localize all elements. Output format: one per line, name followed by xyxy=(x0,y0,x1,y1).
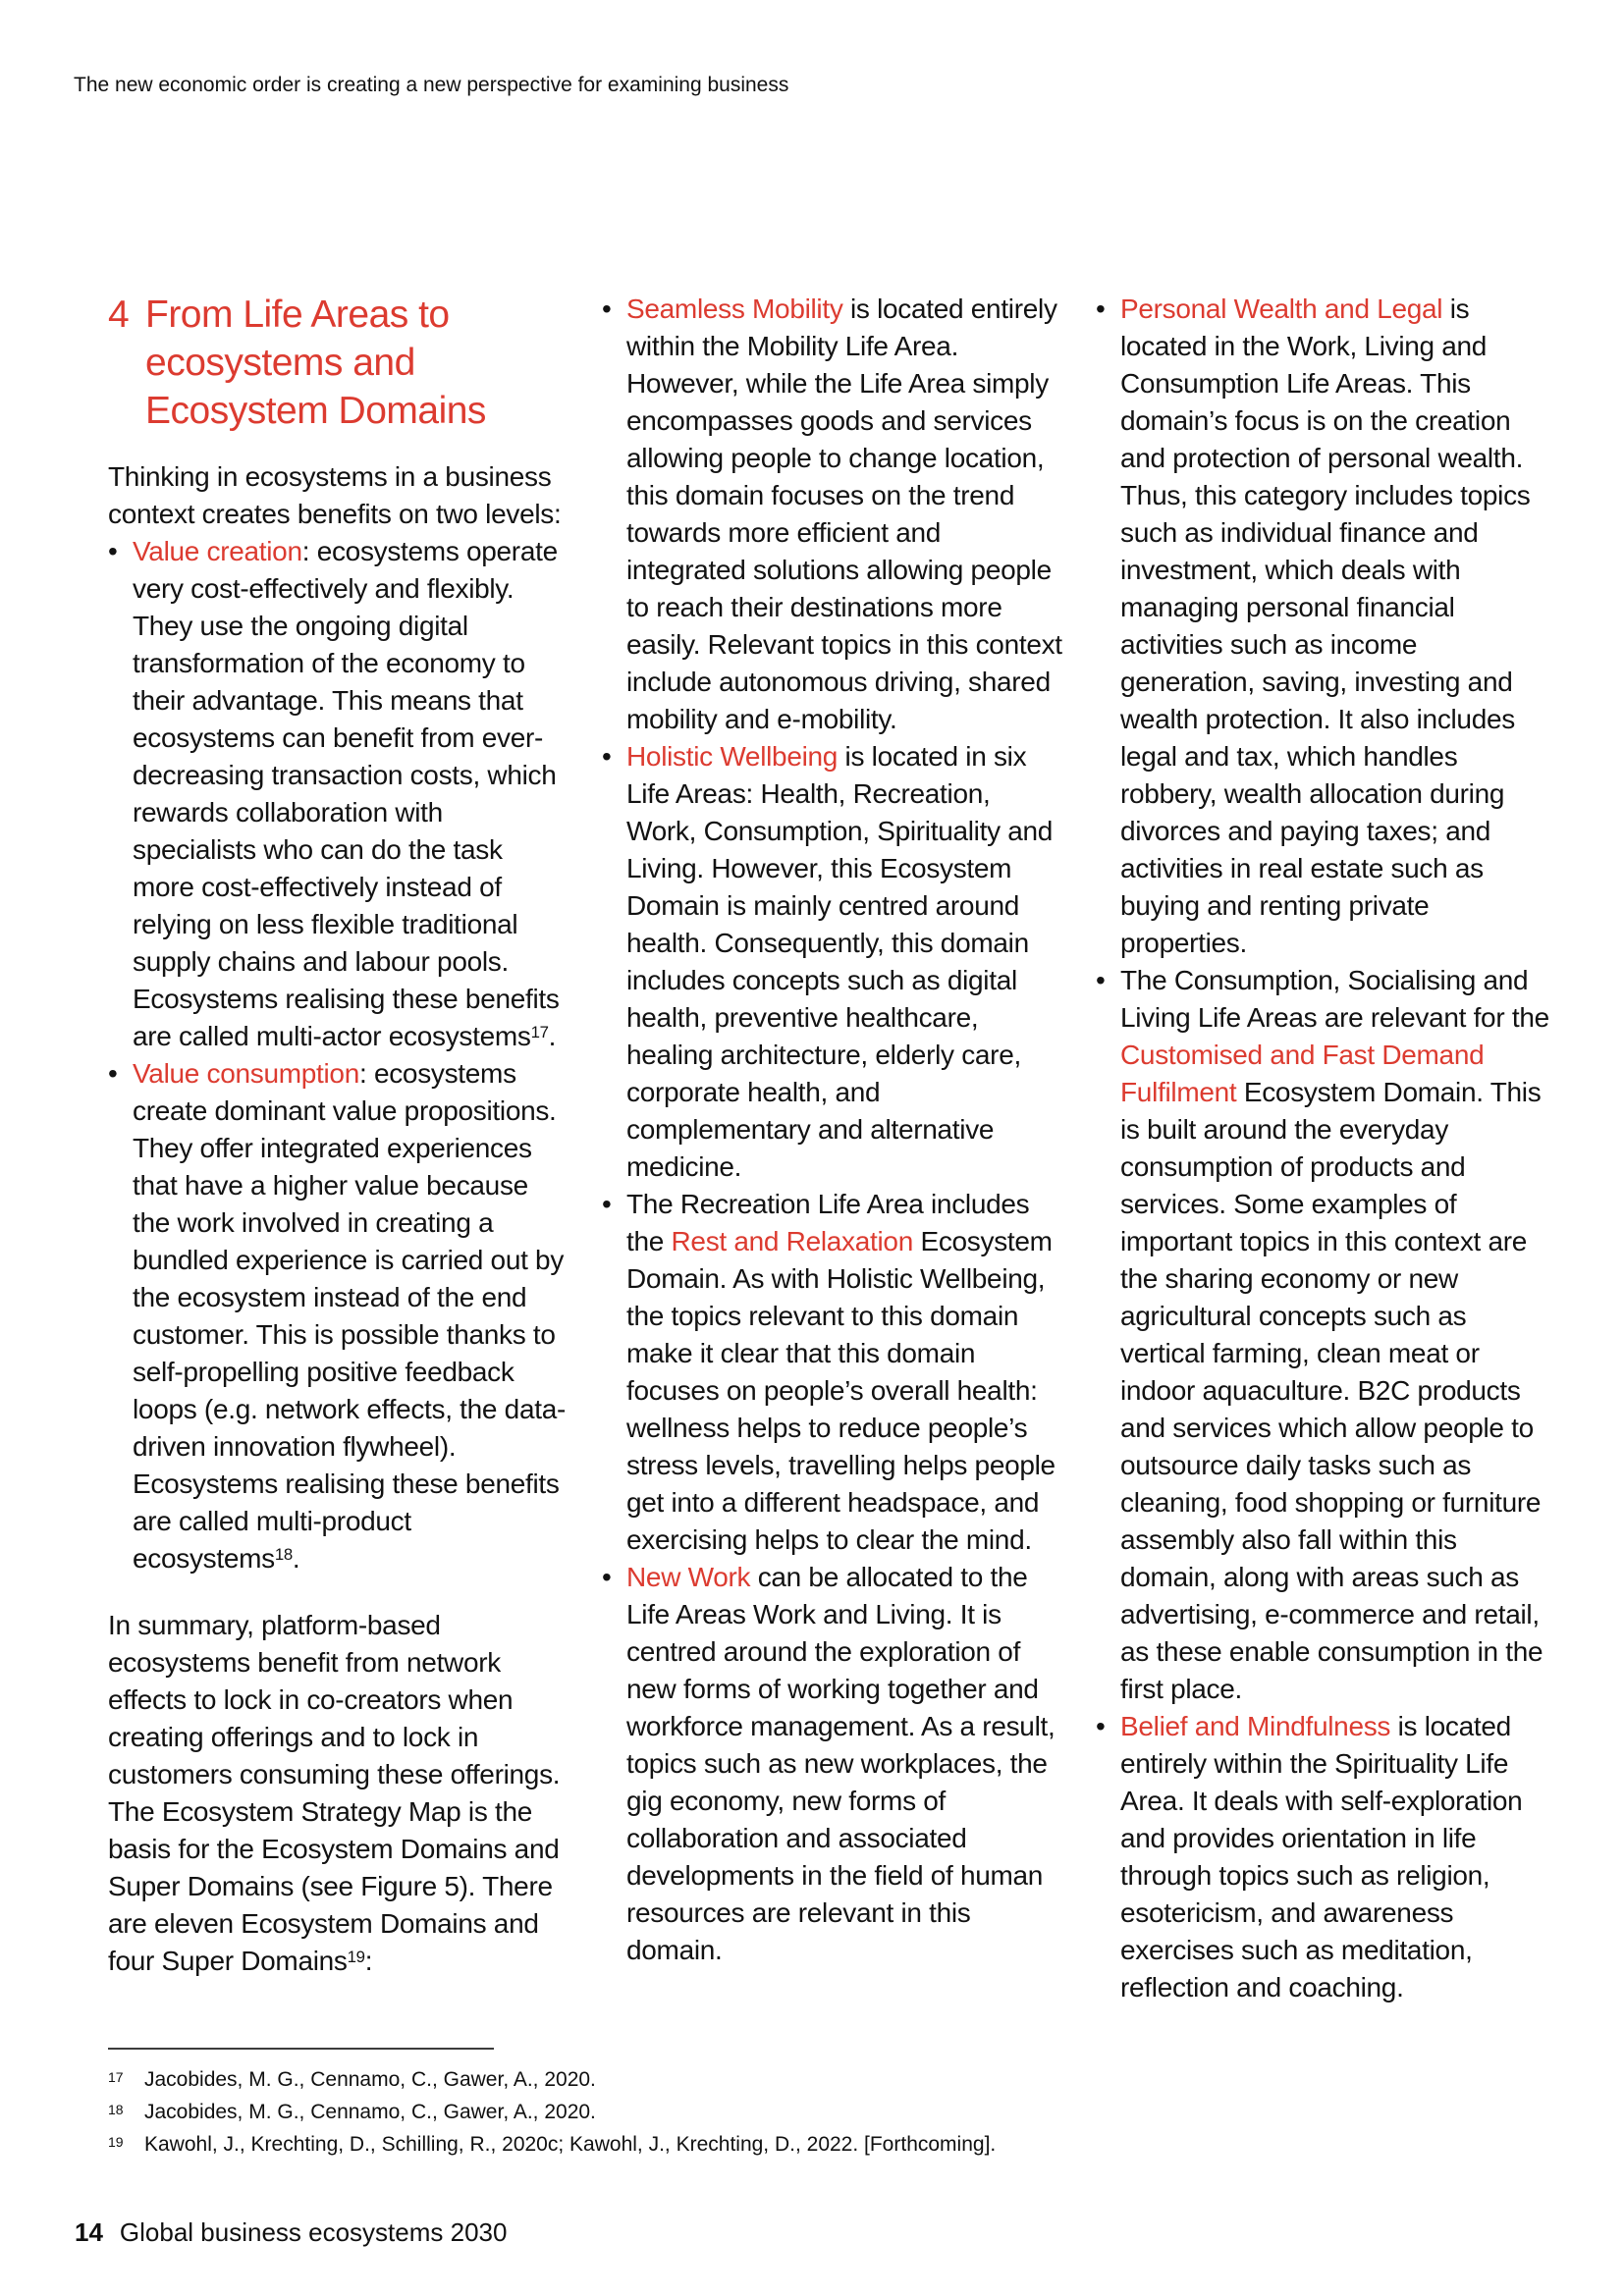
bullet-item xyxy=(108,1055,569,1577)
section-title-line: ecosystems and xyxy=(145,342,415,384)
page-number: 14 xyxy=(75,2217,103,2247)
bullet-item xyxy=(1096,1708,1557,2006)
benefits-bullet-list xyxy=(108,533,569,1577)
bullet-icon: • xyxy=(1096,1711,1106,1741)
bullet-item xyxy=(1096,291,1557,962)
section-title xyxy=(145,291,486,435)
bullet-icon: • xyxy=(108,536,118,566)
footnote xyxy=(108,2063,996,2096)
bullet-item xyxy=(602,738,1063,1186)
bullet-text: The Recreation Life Area includes the Rest and Relaxation Ecosystem Domain. As with Holistic Wellbeing, the topics relevant to this domain make it clear that this domain focuses on people’s overall health: wellness helps to reduce people’s stress levels, travelling helps people get into a different headspace, and exercising helps to clear the mind. xyxy=(626,1189,1056,1555)
bullet-icon: • xyxy=(602,1189,612,1219)
footnote xyxy=(108,2128,996,2161)
section-number: 4 xyxy=(108,294,130,336)
section-title-line: Ecosystem Domains xyxy=(145,390,486,432)
intro-paragraph: Thinking in ecosystems in a business context creates benefits on two levels: xyxy=(108,461,562,529)
running-header: The new economic order is creating a new perspective for examining business xyxy=(74,74,789,96)
footnote-number: 17 xyxy=(108,2069,124,2085)
bullet-icon: • xyxy=(108,1058,118,1089)
footnote-text: Jacobides, M. G., Cennamo, C., Gawer, A., 2020. xyxy=(144,2068,596,2091)
bullet-icon: • xyxy=(1096,294,1106,324)
bullet-text: Seamless Mobility is located entirely within the Mobility Life Area. However, while the Life Area simply encompasses goods and services allowing people to change location, this domain focuses on the trend towards more efficient and integrated solutions allowing people to reach their destinations more easily. Relevant topics in this context include autonomous driving, shared mobility and e-mobility. xyxy=(626,294,1062,734)
footer-title: Global business ecosystems 2030 xyxy=(119,2217,508,2247)
bullet-item xyxy=(1096,962,1557,1708)
footnote-divider xyxy=(108,2048,494,2050)
bullet-text: New Work can be allocated to the Life Areas Work and Living. It is centred around the exploration of new forms of working together and workforce management. As a result, topics such as new workplaces, the gig economy, new forms of collaboration and associated developments in the field of human resources are relevant in this domain. xyxy=(626,1562,1056,1965)
bullet-text: Personal Wealth and Legal is located in the Work, Living and Consumption Life Areas. This domain’s focus is on the creation and protection of personal wealth. Thus, this category includes topics such as individual finance and investment, which deals with managing personal financial activities such as income generation, saving, investing and wealth protection. It also includes legal and tax, which handles robbery, wealth allocation during divorces and paying taxes; and activities in real estate such as buying and renting private properties. xyxy=(1120,294,1531,958)
summary-paragraph: In summary, platform-based ecosystems benefit from network effects to lock in co-creators when creating offerings and to lock in customers consuming these offerings. The Ecosystem Strategy Map is the basis for the Ecosystem Domains and Super Domains (see Figure 5). There are eleven Ecosystem Domains and four Super Domains$^{19}$: xyxy=(108,1610,561,1976)
footnote-text: Jacobides, M. G., Cennamo, C., Gawer, A., 2020. xyxy=(144,2101,596,2123)
page-footer xyxy=(75,2216,507,2248)
bullet-text: The Consumption, Socialising and Living Life Areas are relevant for the Customised and Fast Demand Fulfilment Ecosystem Domain. This is built around the everyday consumption of products and services. Some examples of important topics in this context are the sharing economy or new agricultural concepts such as vertical farming, clean meat or indoor aquaculture. B2C products and services which allow people to outsource daily tasks such as cleaning, food shopping or furniture assembly also fall within this domain, along with areas such as advertising, e-commerce and retail, as these enable consumption in the first place. xyxy=(1120,965,1549,1704)
domains-bullet-list xyxy=(1096,291,1557,2006)
bullet-item xyxy=(602,291,1063,738)
column-1 xyxy=(108,291,569,2006)
content-columns xyxy=(108,291,1557,2006)
domains-bullet-list xyxy=(602,291,1063,1969)
bullet-text: Value consumption: ecosystems create dominant value propositions. They offer integrated experiences that have a higher value because the work involved in creating a bundled experience is carried out by the ecosystem instead of the end customer. This is possible thanks to self-propelling positive feedback loops (e.g. network effects, the data-driven innovation flywheel). Ecosystems realising these benefits are called multi-product ecosystems$^{18}$. xyxy=(133,1058,567,1574)
bullet-item xyxy=(602,1186,1063,1559)
bullet-icon: • xyxy=(1096,965,1106,995)
bullet-text: Belief and Mindfulness is located entirely within the Spirituality Life Area. It deals with self-exploration and provides orientation in life through topics such as religion, esotericism, and awareness exercises such as meditation, reflection and coaching. xyxy=(1120,1711,1523,2002)
section-title-line: From Life Areas to xyxy=(145,294,450,336)
footnote-text: Kawohl, J., Krechting, D., Schilling, R., 2020c; Kawohl, J., Krechting, D., 2022. [Forthcoming]. xyxy=(144,2133,997,2156)
column-3 xyxy=(1096,291,1557,2006)
bullet-icon: • xyxy=(602,741,612,772)
bullet-icon: • xyxy=(602,1562,612,1592)
bullet-item xyxy=(108,533,569,1055)
bullet-icon: • xyxy=(602,294,612,324)
section-heading xyxy=(108,291,569,435)
bullet-text: Value creation: ecosystems operate very cost-effectively and flexibly. They use the ongoing digital transformation of the economy to their advantage. This means that ecosystems can benefit from ever-decreasing transaction costs, which rewards collaboration with specialists who can do the task more cost-effectively instead of relying on less flexible traditional supply chains and labour pools. Ecosystems realising these benefits are called multi-actor ecosystems$^{17}$. xyxy=(133,536,560,1051)
footnote-number: 19 xyxy=(108,2134,124,2150)
footnote xyxy=(108,2096,996,2128)
column-2 xyxy=(602,291,1063,2006)
footnotes xyxy=(108,2063,996,2161)
bullet-text: Holistic Wellbeing is located in six Life Areas: Health, Recreation, Work, Consumption, Spirituality and Living. However, this Ecosystem Domain is mainly centred around health. Consequently, this domain includes concepts such as digital health, preventive healthcare, healing architecture, elderly care, corporate health, and complementary and alternative medicine. xyxy=(626,741,1054,1182)
footnote-number: 18 xyxy=(108,2102,124,2117)
bullet-item xyxy=(602,1559,1063,1969)
